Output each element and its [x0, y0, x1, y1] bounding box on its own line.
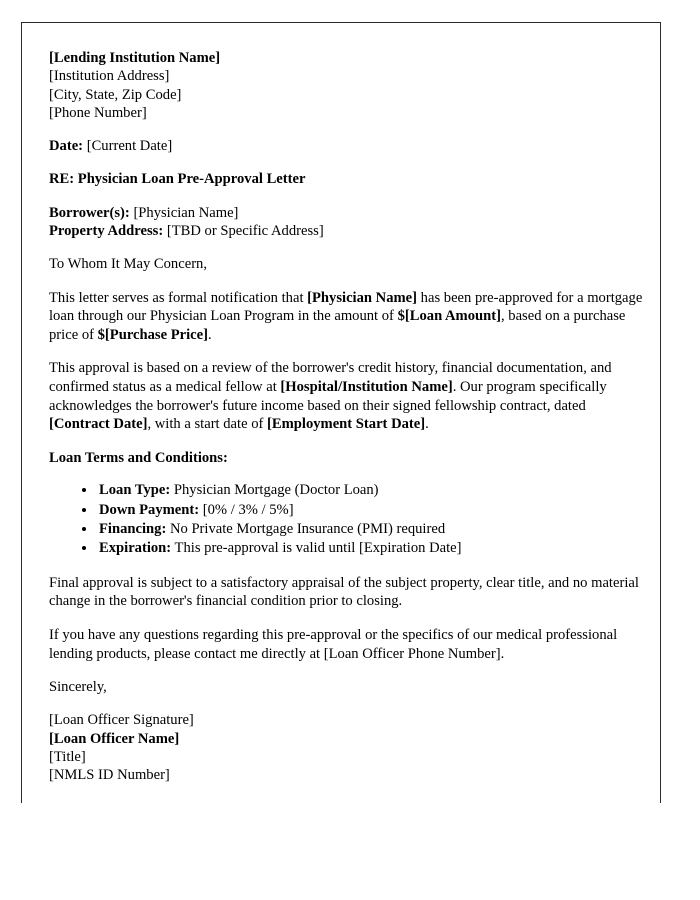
date-value-wrap — [83, 138, 172, 154]
property-address-value: [TBD or Specific Address] — [166, 223, 324, 240]
p1-loan-amount: $[Loan Amount] — [397, 308, 501, 325]
p2-part1: This approval is based on a review of the borrower's credit history, financial documentation, and confirmed status as a medical fellow at — [49, 360, 612, 396]
loan-officer-name: [Loan Officer Name] — [49, 730, 180, 747]
signature-block — [49, 711, 646, 784]
spacer — [49, 155, 646, 170]
property-address-line — [49, 222, 646, 240]
terms-heading: Loan Terms and Conditions: — [49, 449, 228, 466]
spacer — [49, 663, 646, 678]
p1-part1: This letter serves as formal notification that — [49, 289, 308, 306]
paragraph-final-approval: Final approval is subject to a satisfactory appraisal of the subject property, clear title, and no material change in the borrower's financial condition prior to closing. — [49, 574, 639, 610]
spacer — [49, 344, 646, 359]
closing: Sincerely, — [49, 679, 107, 696]
loan-officer-nmls-id: [NMLS ID Number] — [49, 767, 170, 784]
p2-part3: , with a start date of — [147, 416, 268, 433]
paragraph-approval-basis — [49, 359, 646, 433]
salutation: To Whom It May Concern, — [49, 256, 207, 273]
borrower-line — [49, 204, 646, 222]
letterhead-phone-number: [Phone Number] — [49, 104, 147, 121]
p1-part3: , based on a purchase price of — [49, 308, 626, 343]
parties-block — [49, 204, 646, 241]
loan-officer-title: [Title] — [49, 749, 86, 766]
p2-part2: . Our program specifically acknowledges the borrower's future income based on their signed fellowship contract, dated — [49, 379, 607, 414]
paragraph-approval-notification — [49, 289, 646, 345]
paragraph-contact: If you have any questions regarding this pre-approval or the specifics of our medical professional lending products, please contact me directly at [Loan Officer Phone Number]. — [49, 626, 618, 662]
term-label-expiration: Expiration: — [99, 540, 172, 557]
spacer — [49, 434, 646, 449]
subject-line: RE: Physician Loan Pre-Approval Letter — [49, 171, 306, 188]
term-value-down-payment: [0% / 3% / 5%] — [199, 501, 294, 518]
list-item — [97, 501, 646, 520]
letterhead-city-state-zip: [City, State, Zip Code] — [49, 86, 182, 103]
term-value-financing: No Private Mortgage Insurance (PMI) required — [166, 520, 446, 537]
letterhead-institution-address: [Institution Address] — [49, 68, 170, 85]
list-item — [97, 520, 646, 539]
spacer — [49, 467, 646, 481]
date-value: [Current Date] — [86, 138, 173, 155]
p2-employment-start-date: [Employment Start Date] — [267, 416, 426, 433]
term-label-down-payment: Down Payment: — [99, 501, 200, 518]
property-address-label: Property Address: — [49, 223, 164, 240]
term-value-loan-type: Physician Mortgage (Doctor Loan) — [170, 482, 379, 499]
borrower-value: [Physician Name] — [133, 204, 239, 221]
borrower-label: Borrower(s): — [49, 204, 130, 221]
spacer — [49, 559, 646, 574]
p1-part2: has been pre-approved for a mortgage loan through our Physician Loan Program in the amount of — [49, 289, 643, 325]
spacer — [49, 611, 646, 626]
p2-contract-date: [Contract Date] — [49, 416, 148, 433]
spacer — [49, 189, 646, 204]
spacer — [49, 122, 646, 137]
spacer — [49, 240, 646, 255]
p1-physician-name: [Physician Name] — [307, 289, 418, 306]
term-label-financing: Financing: — [99, 520, 167, 537]
loan-terms-list — [49, 481, 646, 559]
list-item — [97, 481, 646, 500]
spacer — [49, 274, 646, 289]
letter-content — [49, 49, 646, 785]
date-line — [49, 137, 646, 155]
p1-purchase-price: $[Purchase Price] — [97, 326, 208, 343]
p2-part4: . — [425, 416, 429, 433]
letterhead-institution-name: [Lending Institution Name] — [49, 50, 221, 66]
signature-placeholder: [Loan Officer Signature] — [49, 712, 194, 729]
term-label-loan-type: Loan Type: — [99, 482, 171, 499]
spacer — [49, 696, 646, 711]
term-value-expiration: This pre-approval is valid until [Expiration Date] — [171, 540, 462, 557]
list-item — [97, 539, 646, 558]
p2-hospital-name: [Hospital/Institution Name] — [280, 379, 453, 396]
letterhead-block — [49, 49, 646, 122]
letter-page — [21, 22, 661, 803]
date-label: Date: — [49, 138, 84, 155]
p1-part4: . — [207, 326, 212, 343]
